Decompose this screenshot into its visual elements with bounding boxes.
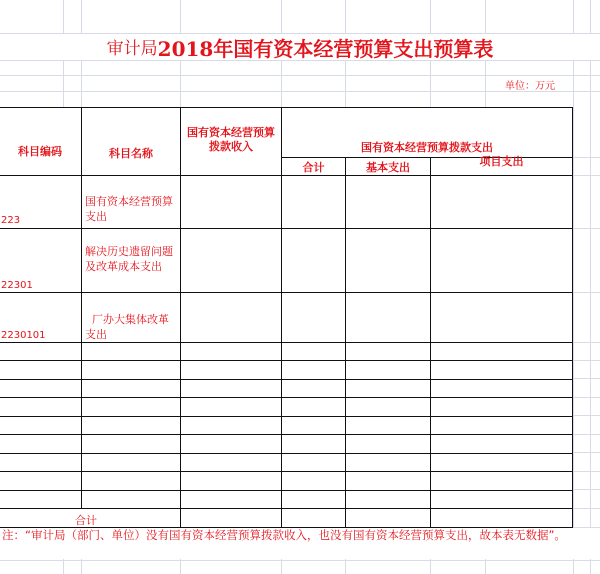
cell-total[interactable] — [281, 397, 346, 417]
cell-basic[interactable] — [345, 379, 431, 399]
header-project-label: 项目支出 — [479, 155, 524, 168]
cell-name[interactable] — [81, 434, 181, 454]
page-title — [0, 33, 600, 61]
cell-income[interactable] — [180, 471, 282, 491]
header-name — [81, 107, 181, 176]
cell-basic[interactable] — [345, 471, 431, 491]
header-expense-group-label: 国有资本经营预算拨款支出 — [361, 141, 493, 154]
footnote: 注：“审计局（部门、单位）没有国有资本经营预算拨款收入，也没有国有资本经营预算支出，故本表无数据”。 — [2, 528, 566, 542]
cell-code[interactable]: 22301 — [0, 228, 82, 293]
cell-income[interactable] — [180, 360, 282, 380]
total-label: 合计 — [75, 514, 97, 527]
cell-basic[interactable] — [345, 175, 431, 229]
total-total[interactable] — [281, 508, 346, 528]
header-income — [180, 107, 282, 176]
cell-basic[interactable] — [345, 397, 431, 417]
cell-basic[interactable] — [345, 292, 431, 343]
total-project[interactable] — [430, 508, 573, 528]
cell-project[interactable] — [430, 416, 573, 436]
title-prefix: 审计局 — [106, 39, 158, 59]
header-total — [281, 157, 346, 176]
cell-basic[interactable] — [345, 228, 431, 293]
cell-income[interactable] — [180, 175, 282, 229]
cell-code[interactable] — [0, 397, 82, 417]
cell-total[interactable] — [281, 434, 346, 454]
cell-basic[interactable] — [345, 453, 431, 473]
cell-income[interactable] — [180, 416, 282, 436]
cell-code[interactable] — [0, 471, 82, 491]
cell-code[interactable]: 223 — [0, 175, 82, 229]
cell-income[interactable] — [180, 397, 282, 417]
cell-code[interactable] — [0, 453, 82, 473]
cell-project[interactable] — [430, 228, 573, 293]
cell-basic[interactable] — [345, 434, 431, 454]
cell-project[interactable] — [430, 434, 573, 454]
cell-basic[interactable] — [345, 416, 431, 436]
cell-code[interactable] — [0, 490, 82, 510]
total-income[interactable] — [180, 508, 282, 528]
cell-project[interactable] — [430, 379, 573, 399]
cell-name[interactable] — [81, 342, 181, 362]
cell-project[interactable] — [430, 292, 573, 343]
cell-name[interactable] — [81, 490, 181, 510]
header-code-label: 科目编码 — [18, 145, 62, 158]
cell-basic[interactable] — [345, 342, 431, 362]
cell-name[interactable]: 解决历史遗留问题及改革成本支出 — [81, 228, 181, 293]
cell-project[interactable] — [430, 342, 573, 362]
cell-name[interactable]: 国有资本经营预算支出 — [81, 175, 181, 229]
cell-name[interactable] — [81, 360, 181, 380]
cell-income[interactable] — [180, 292, 282, 343]
header-expense-group — [281, 107, 573, 158]
title-main: 2018年国有资本经营预算支出预算表 — [157, 37, 494, 61]
cell-project[interactable] — [430, 490, 573, 510]
unit-label: 单位：万元 — [505, 81, 555, 92]
cell-code[interactable] — [0, 416, 82, 436]
cell-code[interactable] — [0, 360, 82, 380]
header-income-label: 国有资本经营预算拨款收入 — [187, 126, 275, 153]
cell-name[interactable] — [81, 416, 181, 436]
cell-total[interactable] — [281, 292, 346, 343]
cell-total[interactable] — [281, 360, 346, 380]
cell-project[interactable] — [430, 397, 573, 417]
cell-total[interactable] — [281, 379, 346, 399]
header-name-label: 科目名称 — [109, 147, 153, 160]
cell-name[interactable] — [81, 471, 181, 491]
cell-total[interactable] — [281, 471, 346, 491]
cell-income[interactable] — [180, 490, 282, 510]
header-total-label: 合计 — [302, 161, 325, 174]
cell-project[interactable] — [430, 360, 573, 380]
cell-total[interactable] — [281, 416, 346, 436]
cell-total[interactable] — [281, 342, 346, 362]
cell-project[interactable] — [430, 453, 573, 473]
total-label-cell — [0, 508, 181, 528]
cell-name[interactable] — [81, 379, 181, 399]
cell-code[interactable] — [0, 342, 82, 362]
header-project — [430, 157, 573, 176]
cell-project[interactable] — [430, 175, 573, 229]
cell-income[interactable] — [180, 453, 282, 473]
cell-code[interactable] — [0, 379, 82, 399]
header-code — [0, 107, 82, 176]
cell-code[interactable] — [0, 434, 82, 454]
cell-basic[interactable] — [345, 490, 431, 510]
header-basic — [345, 157, 431, 176]
cell-basic[interactable] — [345, 360, 431, 380]
cell-income[interactable] — [180, 342, 282, 362]
cell-name[interactable] — [81, 397, 181, 417]
cell-income[interactable] — [180, 228, 282, 293]
cell-code[interactable]: 2230101 — [0, 292, 82, 343]
cell-total[interactable] — [281, 175, 346, 229]
total-basic[interactable] — [345, 508, 431, 528]
cell-total[interactable] — [281, 490, 346, 510]
header-basic-label: 基本支出 — [366, 161, 410, 174]
cell-total[interactable] — [281, 453, 346, 473]
cell-income[interactable] — [180, 379, 282, 399]
cell-income[interactable] — [180, 434, 282, 454]
cell-name[interactable]: 厂办大集体改革支出 — [81, 292, 181, 343]
cell-name[interactable] — [81, 453, 181, 473]
cell-project[interactable] — [430, 471, 573, 491]
cell-total[interactable] — [281, 228, 346, 293]
